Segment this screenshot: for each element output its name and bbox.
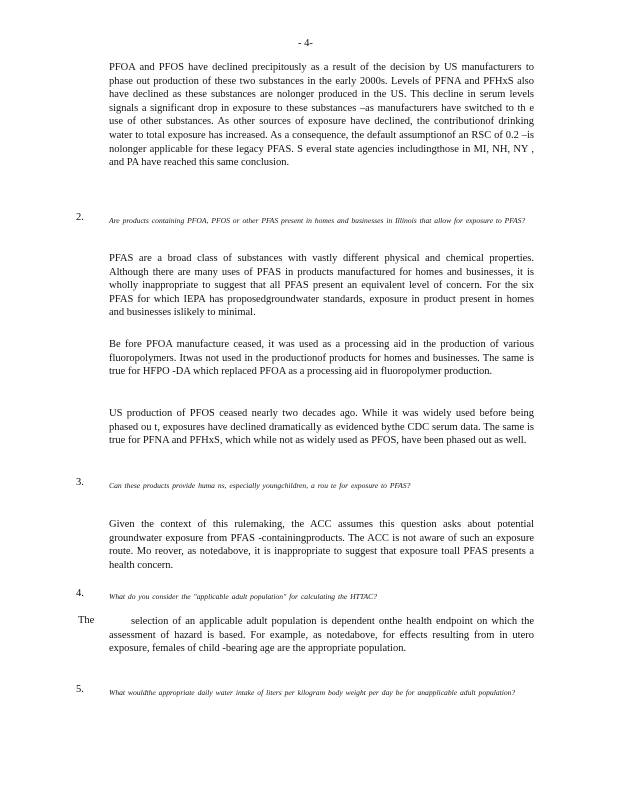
page-number: - 4- [298,38,313,49]
paragraph-pfoa-manufacture: Be fore PFOA manufacture ceased, it was used as a processing aid in the production of various fluoropolymers. Itwas not used in the productionof products for homes and businesses. The same is true for HFPO -DA which replaced PFOA as a processing aid in fluoropolymer production. [109,339,534,378]
question-5-text: What wouldthe appropriate daily water intake of liters per kilogram body weight per day be for anapplicable adult population? [109,688,516,697]
paragraph-pfos-production: US production of PFOS ceased nearly two decades ago. While it was widely used before being phased ou t, exposures have declined dramatically as evidenced bythe CDC serum data. The same is true for PFNA and PFHxS, which while not as widely used as PFOS, have been phased out as well. [109,408,534,447]
paragraph-applicable-population: selection of an applicable adult population is dependent onthe health endpoint on which the assessment of hazard is based. For example, as notedabove, for effects resulting from in utero exposure, females of child -bearing age are the appropriate population. [109,616,534,655]
paragraph-declining-exposure: PFOA and PFOS have declined precipitously as a result of the decision by US manufacturers to phase out production of these two substances in the early 2000s. Levels of PFNA and PFHxS also have declined as these substances are nolonger produced in the US. This decline in serum levels signals a significant drop in exposure to these substances –as manufacturers have switched to th e use of other substances. As other sources of exposure have declined, the contributionof drinking water to total exposure has increased. As a consequence, the default assumptionof an RSC of 0.2 –is nolonger applicable for these legacy PFAS. S everal state agencies includingthose in MI, NH, NY , and PA have reached this same conclusion. [109,62,534,169]
paragraph-lead-word: The [78,615,95,626]
question-3-number: 3. [76,477,84,488]
paragraph-pfas-class: PFAS are a broad class of substances with vastly different physical and chemical properties. Although there are many uses of PFAS in products manufactured for homes and businesses, it is wholly inappropriate to suggest that all PFAS present an equivalent level of concern. For the six PFAS for which IEPA has proposedgroundwater standards, exposure in product present in homes and businesses islikely to minimal. [109,253,534,319]
question-3-text: Can these products provide huma ns, especially youngchildren, a rou te for exposure to PFAS? [109,481,411,490]
question-2-number: 2. [76,212,84,223]
paragraph-acc-assumes: Given the context of this rulemaking, the ACC assumes this question asks about potential groundwater exposure from PFAS -containingproducts. The ACC is not aware of such an exposure route. Mo reover, as notedabove, it is inappropriate to suggest that exposure toall PFAS presents a health concern. [109,519,534,571]
question-5-number: 5. [76,684,84,695]
question-4-text: What do you consider the "applicable adult population" for calculating the HTTAC? [109,592,378,601]
question-2-text: Are products containing PFOA, PFOS or other PFAS present in homes and businesses in Illinois that allow for exposure to PFAS? [109,216,526,225]
question-4-number: 4. [76,588,84,599]
